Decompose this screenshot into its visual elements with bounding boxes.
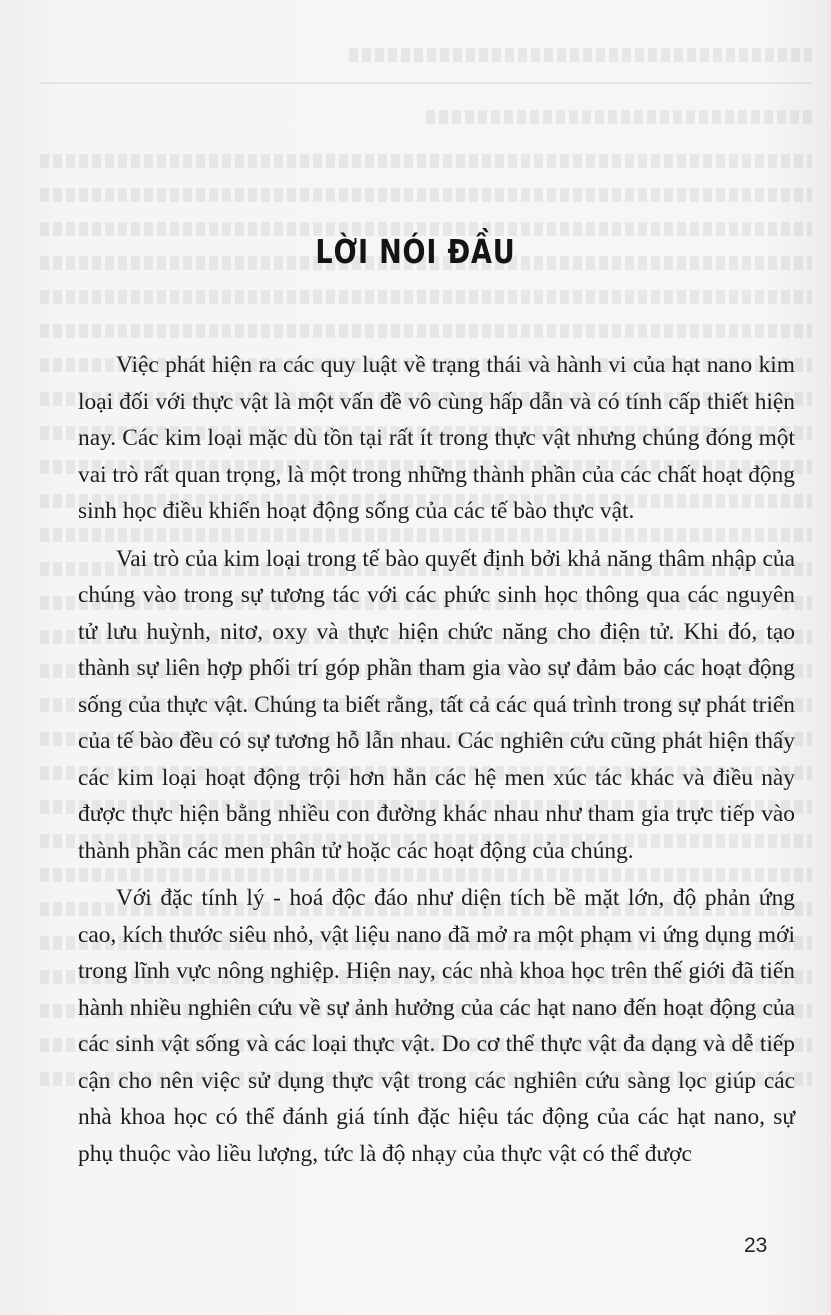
page-number: 23 bbox=[744, 1234, 768, 1257]
paragraph-3: Với đặc tính lý - hoá độc đáo như diện tích bề mặt lớn, độ phản ứng cao, kích thước siêu nhỏ, vật liệu nano đã mở ra một phạm vi ứng dụng mới trong lĩnh vực nông nghiệp. Hiện nay, các nhà khoa học trên thế giới đã tiến hành nhiều nghiên cứu về sự ảnh hưởng của các hạt nano đến hoạt động của các sinh vật sống và các loại thực vật. Do cơ thể thực vật đa dạng và dễ tiếp cận cho nên việc sử dụng thực vật trong các nghiên cứu sàng lọc giúp các nhà khoa học có thể đánh giá tính đặc hiệu tác động của các hạt nano, sự phụ thuộc vào liều lượng, tức là độ nhạy của thực vật có thể được bbox=[78, 885, 795, 1167]
paragraph-1: Việc phát hiện ra các quy luật về trạng thái và hành vi của hạt nano kim loại đối với thực vật là một vấn đề vô cùng hấp dẫn và có tính cấp thiết hiện nay. Các kim loại mặc dù tồn tại rất ít trong thực vật nhưng chúng đóng một vai trò rất quan trọng, là một trong những thành phần của các chất hoạt động sinh học điều khiển hoạt động sống của các tế bào thực vật. bbox=[78, 352, 795, 524]
body-text bbox=[78, 347, 795, 1183]
page-heading: LỜI NÓI ĐẦU bbox=[315, 232, 516, 271]
paragraph-2: Vai trò của kim loại trong tế bào quyết định bởi khả năng thâm nhập của chúng vào trong sự tương tác với các phức sinh học thông qua các nguyên tử lưu huỳnh, nitơ, oxy và thực hiện chức năng cho điện tử. Khi đó, tạo thành sự liên hợp phối trí góp phần tham gia vào sự đảm bảo các hoạt động sống của thực vật. Chúng ta biết rằng, tất cả các quá trình trong sự phát triển của tế bào đều có sự tương hỗ lẫn nhau. Các nghiên cứu cũng phát hiện thấy các kim loại hoạt động trội hơn hẳn các hệ men xúc tác khác và điều này được thực hiện bằng nhiều con đường khác nhau như tham gia trực tiếp vào thành phần các men phân tử hoặc các hoạt động của chúng. bbox=[78, 545, 795, 864]
